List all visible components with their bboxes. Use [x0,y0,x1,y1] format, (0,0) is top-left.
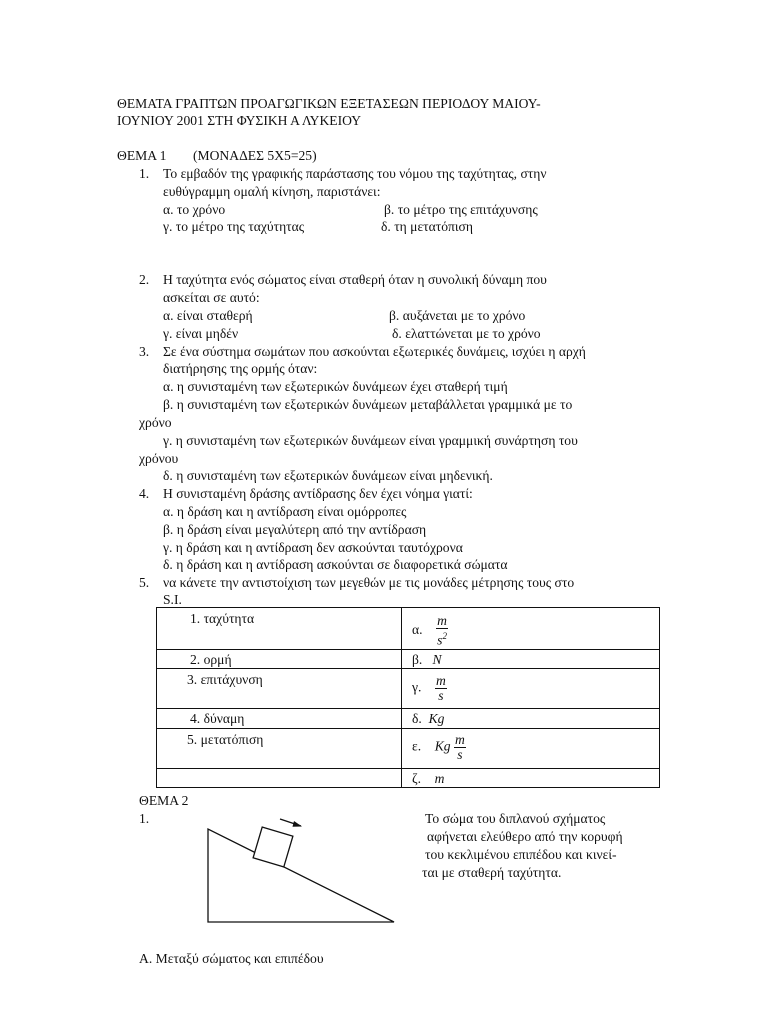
theme1-heading: ΘΕΜΑ 1 [117,148,167,163]
theme2-text-line2: αφήνεται ελεύθερο από την κορυφή [427,829,623,844]
inclined-plane-triangle [208,829,394,922]
theme2-text-line4: ται με σταθερή ταχύτητα. [422,865,562,880]
document-title-line1: ΘΕΜΑΤΑ ΓΡΑΠΤΩΝ ΠΡΟΑΓΩΓΙΚΩΝ ΕΞΕΤΑΣΕΩΝ ΠΕΡΙΟΔΟΥ ΜΑΙΟΥ- [117,96,541,111]
table-cell-quantity [157,769,402,788]
units-matching-table [156,607,660,788]
table-cell-unit: α. $\frac{m}{s^2}$ [402,608,660,650]
document-title-line2: ΙΟΥΝΙΟΥ 2001 ΣΤΗ ΦΥΣΙΚΗ Α ΛΥΚΕΙΟΥ [117,113,362,128]
q3-option-c-line2: χρόνου [139,451,179,466]
table-row [157,709,660,729]
block-on-incline [253,827,293,867]
motion-arrow-icon [280,819,302,827]
q4-option-c: γ. η δράση και η αντίδραση δεν ασκούνται ταυτόχρονα [163,540,463,555]
q1-text-line2: ευθύγραμμη ομαλή κίνηση, παριστάνει: [163,184,381,199]
q3-option-c-line1: γ. η συνισταμένη των εξωτερικών δυνάμεων είναι γραμμική συνάρτηση του [163,433,578,448]
theme2-heading: ΘΕΜΑ 2 [139,793,189,808]
table-row [157,608,660,650]
theme2-text-line1: Το σώμα του διπλανού σχήματος [425,811,606,826]
table-row [157,650,660,669]
q1-text-line1: Το εμβαδόν της γραφικής παράστασης του νόμου της ταχύτητας, στην [163,166,547,181]
q3-option-a: α. η συνισταμένη των εξωτερικών δυνάμεων έχει σταθερή τιμή [163,379,508,394]
theme2-text-line3: του κεκλιμένου επιπέδου και κινεί- [425,847,617,862]
q4-number: 4. [139,486,150,501]
table-row [157,769,660,788]
q1-option-a: α. το χρόνο [163,202,226,217]
q3-option-b-line2: χρόνο [139,415,172,430]
q5-text-line2: S.I. [163,592,182,607]
table-cell-unit: ζ. m [402,769,660,788]
q2-text-line2: ασκείται σε αυτό: [163,290,260,305]
table-cell-unit: ε. Kg $\frac{m}{s}$ [402,729,660,769]
q2-option-a: α. είναι σταθερή [163,308,253,323]
q3-option-b-line1: β. η συνισταμένη των εξωτερικών δυνάμεων μεταβάλλεται γραμμικά με το [163,397,573,412]
q3-text-line2: διατήρησης της ορμής όταν: [163,361,318,376]
q2-text-line1: Η ταχύτητα ενός σώματος είναι σταθερή όταν η συνολική δύναμη που [163,272,547,287]
table-cell-unit: γ. $\frac{m}{s}$ [402,669,660,709]
table-row [157,729,660,769]
q5-number: 5. [139,575,150,590]
q3-number: 3. [139,344,150,359]
q3-option-d: δ. η συνισταμένη των εξωτερικών δυνάμεων είναι μηδενική. [163,468,493,483]
table-cell-quantity: 3. επιτάχυνση [157,669,402,709]
q4-option-b: β. η δράση είναι μεγαλύτερη από την αντίδραση [163,522,427,537]
table-cell-quantity: 1. ταχύτητα [157,608,402,650]
q1-option-b: β. το μέτρο της επιτάχυνσης [384,202,538,217]
theme2-part-a: Α. Μεταξύ σώματος και επιπέδου [139,951,324,966]
q4-option-a: α. η δράση και η αντίδραση είναι ομόρροπες [163,504,407,519]
block-square [253,827,293,867]
q2-option-b: β. αυξάνεται με το χρόνο [389,308,526,323]
table-cell-unit: δ. Kg [402,709,660,729]
table-cell-unit: β. N [402,650,660,669]
q3-text-line1: Σε ένα σύστημα σωμάτων που ασκούνται εξωτερικές δυνάμεις, ισχύει η αρχή [163,344,586,359]
table-cell-quantity: 4. δύναμη [157,709,402,729]
q4-option-d: δ. η δράση και η αντίδραση ασκούνται σε διαφορετικά σώματα [163,557,508,572]
q2-number: 2. [139,272,150,287]
table-cell-quantity: 2. ορμή [157,650,402,669]
q2-option-c: γ. είναι μηδέν [163,326,239,341]
q5-text-line1: να κάνετε την αντιστοίχιση των μεγεθών με τις μονάδες μέτρησης τους στο [163,575,575,590]
q1-option-c: γ. το μέτρο της ταχύτητας [163,219,305,234]
inclined-plane-diagram [200,812,400,927]
table-cell-quantity: 5. μετατόπιση [157,729,402,769]
q4-text-line1: Η συνισταμένη δράσης αντίδρασης δεν έχει νόημα γιατί: [163,486,473,501]
q1-option-d: δ. τη μετατόπιση [381,219,473,234]
theme2-q1-number: 1. [139,811,150,826]
theme1-points: (ΜΟΝΑΔΕΣ 5Χ5=25) [193,148,317,163]
q2-option-d: δ. ελαττώνεται με το χρόνο [392,326,541,341]
table-row [157,669,660,709]
q1-number: 1. [139,166,150,181]
